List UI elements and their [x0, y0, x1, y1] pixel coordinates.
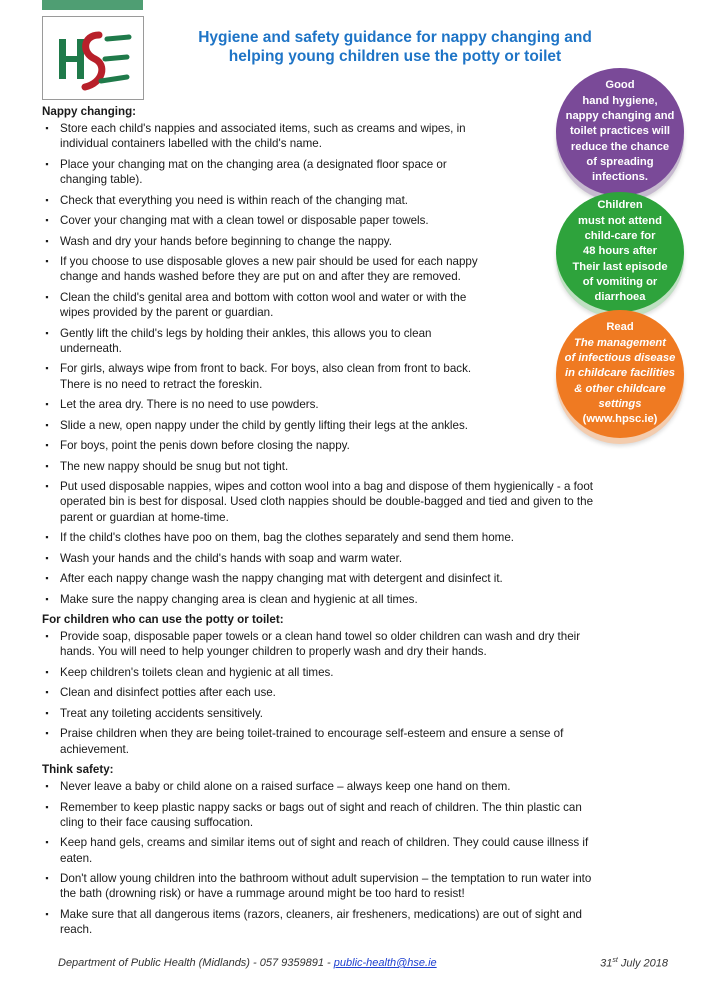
list-item	[42, 726, 672, 757]
list-item-text	[60, 479, 672, 525]
list-item	[42, 459, 672, 474]
list-item-line: eaten.	[60, 851, 93, 865]
list-item-text	[60, 234, 672, 249]
list-item-text	[60, 397, 672, 412]
list-item	[42, 326, 672, 357]
list-item-text	[60, 592, 672, 607]
bullet-icon: ▪	[45, 194, 49, 205]
list-item-text	[60, 800, 672, 831]
list-item-line: Put used disposable nappies, wipes and cotton wool into a bag and dispose of them hygienically - a foot	[60, 480, 594, 494]
footer-date-day: 31	[600, 957, 613, 970]
list-item-line: Slide a new, open nappy under the child by gently lifting their legs at the ankles.	[60, 418, 468, 432]
list-item	[42, 800, 672, 831]
list-item	[42, 254, 672, 285]
callout-line: of vomiting or	[582, 275, 658, 288]
title-line-1: Hygiene and safety guidance for nappy changing and	[198, 29, 592, 46]
list-item	[42, 193, 672, 208]
logo-e-bottom	[101, 77, 127, 81]
list-item-text	[60, 213, 672, 228]
list-item	[42, 479, 672, 525]
list-item-line: Don't allow young children into the bathroom without adult supervision – the temptation to run water into	[60, 872, 592, 886]
bullet-icon: ▪	[45, 687, 49, 698]
bullet-icon: ▪	[45, 593, 49, 604]
callout-line: Their last episode	[572, 260, 668, 273]
list-item-line: wipes provided by the parent or guardian.	[60, 306, 274, 320]
list-item-line: achievement.	[60, 742, 129, 756]
list-item	[42, 871, 672, 902]
section-heading: Think safety:	[42, 763, 114, 777]
list-item-text	[60, 907, 672, 938]
footer	[58, 957, 668, 969]
list-item-line: Keep children's toilets clean and hygienic at all times.	[60, 665, 334, 679]
list-item-line: Make sure that all dangerous items (razors, cleaners, air fresheners, medications) are out of sight and	[60, 907, 582, 921]
list-item-text	[60, 290, 672, 321]
bullet-icon: ▪	[45, 291, 49, 302]
list-item-text	[60, 629, 672, 660]
list-item	[42, 685, 672, 700]
list-item-line: Cover your changing mat with a clean towel or disposable paper towels.	[60, 214, 429, 228]
list-item	[42, 592, 672, 607]
list-item-line: Let the area dry. There is no need to use powders.	[60, 398, 319, 412]
bullet-icon: ▪	[45, 781, 49, 792]
bullet-icon: ▪	[45, 801, 49, 812]
list-item-line: Wash and dry your hands before beginning to change the nappy.	[60, 234, 392, 248]
bullet-icon: ▪	[45, 666, 49, 677]
list-item-line: operated bin is best for disposal. Used cloth nappies should be double-bagged and tied and given to the	[60, 495, 594, 509]
list-item-line: Provide soap, disposable paper towels or a clean hand towel so older children can wash and dry their	[60, 630, 581, 644]
list-item-line: Gently lift the child's legs by holding their ankles, this allows you to clean	[60, 326, 432, 340]
list-item-line: individual containers labelled with the child's name.	[60, 137, 322, 151]
title-line-2: helping young children use the potty or toilet	[228, 48, 562, 65]
list-item	[42, 530, 672, 545]
list-item	[42, 418, 672, 433]
list-item-line: the bath (drowning risk) or have a rummage around might be too hard to resist!	[60, 887, 465, 901]
bullet-icon: ▪	[45, 123, 49, 133]
list-item-line: Wash your hands and the child's hands with soap and warm water.	[60, 551, 403, 565]
list-item-text	[60, 530, 672, 545]
callout-url: (www.hpsc.ie)	[582, 413, 658, 426]
list-item-line: cling to their face causing suffocation.	[60, 815, 254, 829]
footer-date	[600, 957, 668, 970]
hse-logo	[42, 16, 144, 100]
footer-department: Department of Public Health (Midlands) - 057 9359891 -	[58, 957, 334, 969]
callout-line: reduce the chance	[570, 140, 670, 153]
list-item	[42, 234, 672, 249]
bullet-icon: ▪	[45, 873, 49, 884]
list-item	[42, 629, 672, 660]
logo-e-top	[107, 37, 129, 39]
list-item-line: Treat any toileting accidents sensitively.	[60, 706, 263, 720]
callout-line: hand hygiene,	[582, 94, 658, 107]
list-item	[42, 706, 672, 721]
list-item	[42, 213, 672, 228]
list-item-text	[60, 193, 672, 208]
callout-line: child-care for	[584, 230, 656, 243]
callout-line: in childcare facilities	[564, 367, 676, 380]
list-item-text	[60, 571, 672, 586]
bullet-icon: ▪	[45, 460, 49, 471]
list-item-text	[60, 551, 672, 566]
list-item-text	[60, 438, 672, 453]
callout-line: must not attend	[578, 214, 662, 227]
list-item	[42, 397, 672, 412]
list-item-text	[60, 726, 672, 757]
callout-line: Good	[605, 79, 635, 92]
list-item-line: Clean the child's genital area and bottom with cotton wool and water or with the	[60, 290, 467, 304]
list-item	[42, 290, 672, 321]
list-item	[42, 779, 672, 794]
callout-line: infections.	[592, 171, 648, 184]
bullet-icon: ▪	[45, 327, 49, 338]
footer-date-suffix: st	[612, 957, 618, 964]
hse-logo-graphic	[43, 17, 145, 101]
list-item-line: For boys, point the penis down before closing the nappy.	[60, 439, 350, 453]
list-item-line: If you choose to use disposable gloves a new pair should be used for each nappy	[60, 255, 478, 269]
bullet-icon: ▪	[45, 707, 49, 718]
list-item-line: Store each child's nappies and associated items, such as creams and wipes, in	[60, 122, 466, 135]
page-title	[160, 28, 630, 66]
footer-email-link[interactable]: public-health@hse.ie	[333, 957, 437, 969]
bullet-icon: ▪	[45, 631, 49, 642]
list-item-line: There is no need to retract the foreskin.	[60, 377, 263, 391]
list-item-line: hands. You will need to help younger children to properly wash and dry their hands.	[60, 645, 487, 659]
footer-date-rest: July 2018	[617, 957, 668, 970]
list-item-text	[60, 665, 672, 680]
list-item	[42, 121, 672, 152]
list-item	[42, 835, 672, 866]
callout-line: 48 hours after	[583, 245, 657, 258]
list-item-text	[60, 254, 672, 285]
bullet-icon: ▪	[45, 363, 49, 374]
list-item-text	[60, 835, 672, 866]
bullet-icon: ▪	[45, 573, 49, 584]
list-item-text	[60, 459, 672, 474]
callout-line: diarrhoea	[594, 291, 646, 304]
list-item-line: changing table).	[60, 173, 143, 187]
list-item-line: For girls, always wipe from front to back. For boys, also clean from front to back.	[60, 362, 472, 376]
list-item-line: Never leave a baby or child alone on a raised surface – always keep one hand on them.	[60, 780, 511, 794]
list-item	[42, 571, 672, 586]
bullet-icon: ▪	[45, 399, 49, 410]
list-item	[42, 907, 672, 938]
callout-head: Read	[606, 321, 634, 334]
bullet-icon: ▪	[45, 908, 49, 919]
list-item-text	[60, 121, 672, 152]
logo-h-bar	[59, 56, 84, 62]
callout-line: toilet practices will	[569, 125, 671, 138]
callout-line: Children	[597, 199, 643, 212]
bullet-icon: ▪	[45, 158, 49, 169]
list-item-line: parent or guardian at home-time.	[60, 510, 229, 524]
list-item	[42, 438, 672, 453]
bullet-icon: ▪	[45, 552, 49, 563]
list-item-text	[60, 418, 672, 433]
callout-line: of infectious disease	[564, 352, 676, 365]
section-heading: For children who can use the potty or toilet:	[42, 613, 284, 627]
callout-line: & other childcare	[574, 382, 666, 395]
list-item-text	[60, 871, 672, 902]
list-item-line: reach.	[60, 923, 93, 937]
list-item-line: The new nappy should be snug but not tight.	[60, 459, 289, 473]
callout-line: nappy changing and	[565, 110, 675, 123]
callout-line: of spreading	[586, 155, 654, 168]
list-item-text	[60, 706, 672, 721]
list-item-line: change and hands washed before they are put on and after they are removed.	[60, 270, 461, 284]
list-item-line: underneath.	[60, 341, 122, 355]
list-item-line: Check that everything you need is within reach of the changing mat.	[60, 193, 409, 207]
list-item-text	[60, 779, 672, 794]
callout-line: The management	[573, 336, 666, 349]
list-item-line: Make sure the nappy changing area is clean and hygienic at all times.	[60, 592, 418, 606]
bullet-icon: ▪	[45, 728, 49, 739]
list-item-line: If the child's clothes have poo on them, bag the clothes separately and send them home.	[60, 531, 515, 545]
bullet-icon: ▪	[45, 440, 49, 451]
list-item-text	[60, 361, 672, 392]
guidance-content	[42, 104, 672, 943]
list-item	[42, 665, 672, 680]
list-item-line: Praise children when they are being toilet-trained to encourage self-esteem and ensure a sense of	[60, 727, 564, 741]
logo-e-mid	[105, 57, 127, 59]
callout-line: settings	[598, 397, 642, 410]
list-item-line: Keep hand gels, creams and similar items out of sight and reach of children. They could cause illness if	[60, 836, 589, 850]
bullet-icon: ▪	[45, 235, 49, 246]
list-item-line: Place your changing mat on the changing area (a designated floor space or	[60, 157, 447, 171]
list-item-text	[60, 685, 672, 700]
list-item	[42, 361, 672, 392]
bullet-icon: ▪	[45, 837, 49, 848]
bullet-icon: ▪	[45, 532, 49, 543]
list-item	[42, 157, 672, 188]
bullet-icon: ▪	[45, 215, 49, 226]
bullet-icon: ▪	[45, 419, 49, 430]
bullet-icon: ▪	[45, 481, 49, 492]
list-item-line: Clean and disinfect potties after each use.	[60, 686, 276, 700]
list-item	[42, 551, 672, 566]
list-item-line: Remember to keep plastic nappy sacks or bags out of sight and reach of children. The thin plastic can	[60, 800, 582, 814]
section-heading: Nappy changing:	[42, 105, 137, 118]
top-brand-bar	[42, 0, 143, 10]
list-item-line: After each nappy change wash the nappy changing mat with detergent and disinfect it.	[60, 572, 503, 586]
list-item-text	[60, 326, 672, 357]
bullet-icon: ▪	[45, 256, 49, 267]
list-item-text	[60, 157, 672, 188]
